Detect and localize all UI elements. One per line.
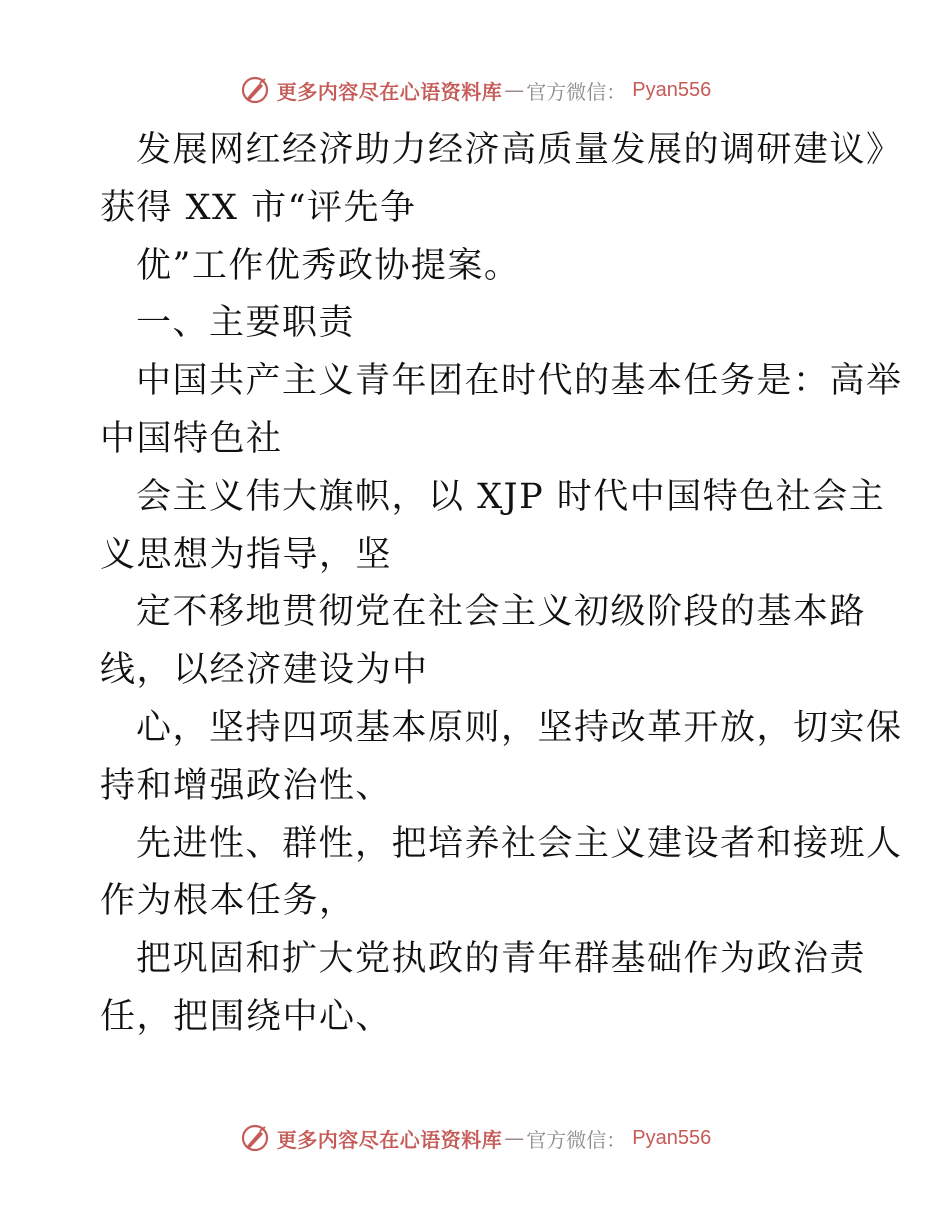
header-brand-name: 更多内容尽在心语资料库: [276, 79, 503, 104]
header-wechat-label: 官方微信：: [526, 79, 627, 104]
footer-brand-name: 更多内容尽在心语资料库: [276, 1127, 503, 1152]
quill-pen-logo-icon: [239, 74, 271, 106]
body-line: 把巩固和扩大党执政的青年群基础作为政治责: [136, 939, 867, 980]
body-line: 作为根本任务，: [100, 881, 356, 922]
body-line: 任，把围绕中心、: [100, 996, 393, 1037]
body-line: 发展网红经济助力经济高质量发展的调研建议》: [136, 130, 903, 170]
body-line: 线，以经济建设为中: [100, 650, 429, 691]
body-line: 优”工作优秀政协提案。: [136, 245, 521, 286]
document-body: [100, 122, 903, 1047]
body-line: 会主义伟大旗帜，以 XJP 时代中国特色社会主: [136, 476, 886, 517]
body-line: 义思想为指导，坚: [100, 534, 393, 575]
page-footer-watermark: [0, 1118, 950, 1158]
body-line: 中国共产主义青年团在时代的基本任务是：高举: [136, 361, 903, 402]
header-wechat-id: Pyan556: [632, 78, 712, 101]
body-line: 定不移地贯彻党在社会主义初级阶段的基本路: [136, 592, 867, 633]
body-line: 持和增强政治性、: [100, 765, 393, 806]
quill-pen-logo-icon: [239, 1122, 271, 1154]
body-line: 中国特色社: [100, 418, 283, 459]
section-heading: 一、主要职责: [136, 303, 356, 344]
footer-wechat-id: Pyan556: [632, 1126, 712, 1149]
body-line: 先进性、群性，把培养社会主义建设者和接班人: [136, 823, 903, 864]
body-line: 获得 XX 市“评先争: [100, 187, 417, 228]
page-header-watermark: [0, 70, 950, 110]
body-line: 心，坚持四项基本原则，坚持改革开放，切实保: [136, 707, 903, 748]
footer-wechat-label: 官方微信：: [526, 1127, 627, 1152]
footer-separator: —: [504, 1126, 525, 1150]
header-separator: —: [504, 78, 525, 102]
